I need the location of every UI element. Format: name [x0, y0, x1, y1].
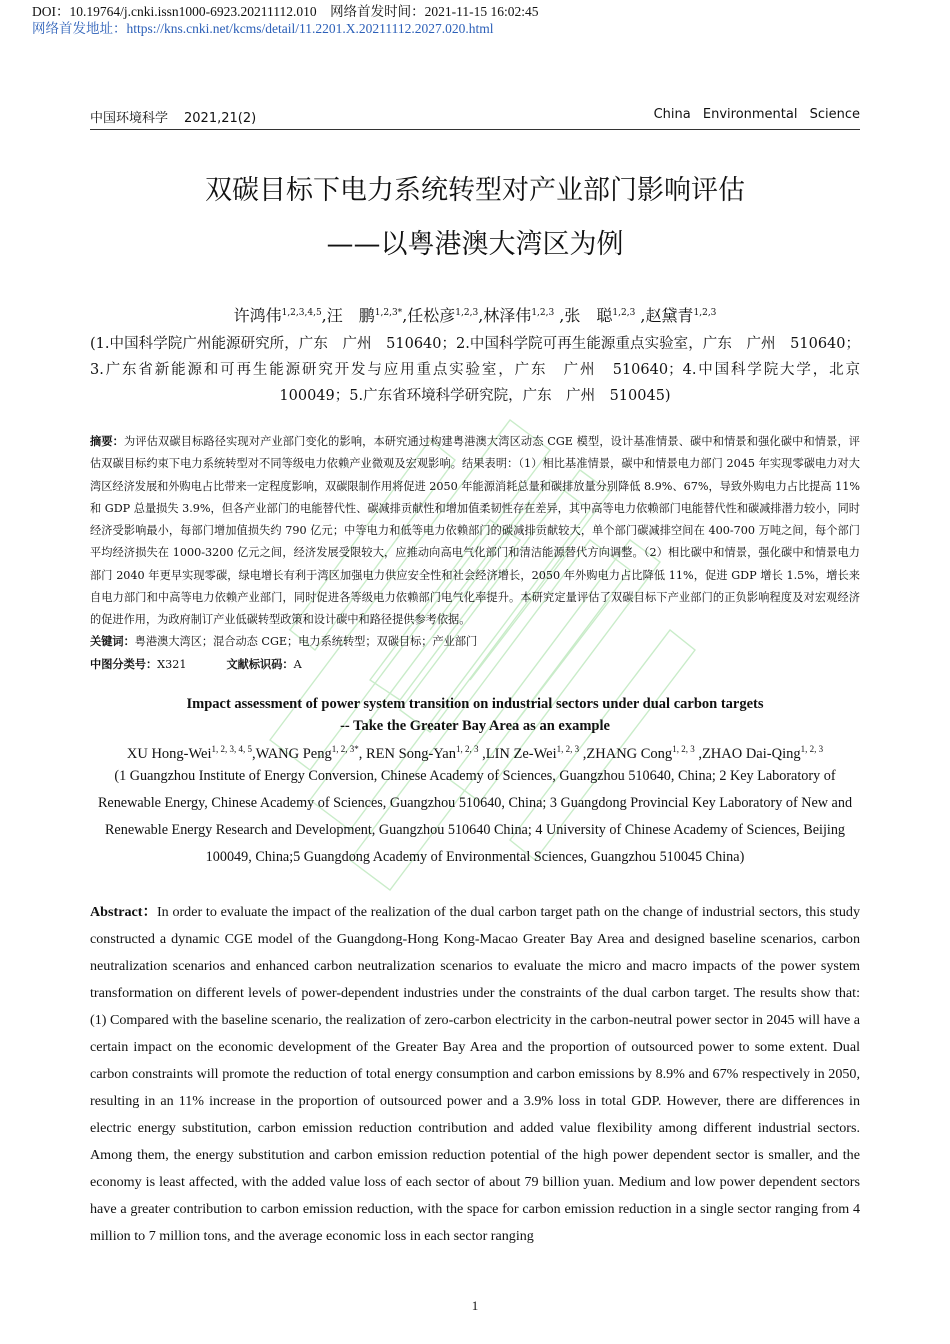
author-en: ZHANG Cong$^{1, 2, 3}$ , [586, 744, 702, 762]
author-zh: 张 聪$^{1,2,3}$ , [564, 306, 646, 325]
author-zh: 任松彦$^{1,2,3}$, [407, 306, 484, 325]
clc-label: 中图分类号： [90, 657, 158, 671]
page-number: 1 [471, 1298, 479, 1313]
author-zh: 赵黛青$^{1,2,3}$ [645, 306, 717, 325]
author-zh: 许鸿伟$^{1,2,3,4,5}$, [233, 306, 327, 325]
running-header-left [90, 107, 256, 126]
journal-name-en: China Environmental Science [653, 107, 860, 122]
authors-en [0, 739, 950, 764]
keywords-zh [90, 631, 860, 652]
abstract-en [90, 899, 860, 1250]
author-en: REN Song-Yan$^{1, 2, 3}$ , [366, 744, 486, 762]
authors-zh [0, 303, 950, 326]
author-zh: 林泽伟$^{1,2,3}$ , [483, 306, 565, 325]
keywords-zh-label: 关键词： [90, 634, 135, 648]
author-en: ZHAO Dai-Qing$^{1, 2, 3}$ [701, 744, 824, 762]
affiliations-zh: (1.中国科学院广州能源研究所，广东 广州 510640；2.中国科学院可再生能源重点实验室，广东 广州 510640；3.广东省新能源和可再生能源研究开发与应用重点实验室，广东 广州 510640；4.中国科学院大学，北京 100049；5.广东省环境科学研究院，广东 广州 510045) [90, 336, 875, 404]
abstract-en-text: In order to evaluate the impact of the realization of the dual carbon target path on the change of industrial sectors, this study constructed a dynamic CGE model of the Guangdong-Hong Kong-Macao Greater Bay Area and designed baseline scenarios, carbon neutralization scenarios and enhanced carbon neutralization scenarios to evaluate the micro and macro impacts of the power system transformation on different levels of power-dependent industries under the constraints of the dual carbon target. The results show that: (1) Compared with the baseline scenario, the realization of zero-carbon electricity in the carbon-neutral power sector in 2045 will have a certain impact on the economic development of the Greater Bay Area and the proportion of outsourced power to some extent. Dual carbon constraints will promote the reduction of total energy consumption and carbon emissions by 8.9% and 67% respectively in 2050, resulting in an 11% increase in the proportion of outsourced power and a 3.9% loss in total GDP. However, there are differences in electric energy substitution, carbon emission reduction contribution and added value flexibility among different industrial sectors. Among them, the energy substitution and carbon emission reduction potential of the high power dependent sector is smaller, and the economy is least affected, with the added value loss of each sector of about 79 billion yuan. Medium and low power dependent sectors have a greater contribution to carbon emission reduction, with the space for carbon emission reduction in a single sector ranging from 4 million to 7 million tons, and the average economic loss in each sector ranging [90, 904, 860, 1244]
issue-info: 2021,21(2) [184, 111, 257, 126]
doc-code-label: 文献标识码： [226, 657, 294, 671]
keywords-zh-text: 粤港澳大湾区；混合动态 CGE；电力系统转型；双碳目标；产业部门 [134, 635, 478, 648]
abstract-zh-label: 摘要： [90, 434, 125, 448]
author-zh: 汪 鹏$^{1,2,3*}$, [326, 306, 408, 325]
title-en-line1: Impact assessment of power system transition on industrial sectors under dual carbon targets [186, 696, 764, 712]
abstract-en-label: Abstract： [90, 904, 157, 920]
author-en: WANG Peng$^{1, 2, 3*}$, [255, 744, 366, 762]
title-en-line2: -- Take the Greater Bay Area as an example [340, 718, 610, 734]
doi-line: DOI：10.19764/j.cnki.issn1000-6923.20211112.010 网络首发时间：2021-11-15 16:02:45 [32, 4, 539, 19]
journal-name-zh: 中国环境科学 [90, 111, 169, 126]
author-en: LIN Ze-Wei$^{1, 2, 3}$ , [485, 744, 587, 762]
title-zh-line2: ——以粤港澳大湾区为例 [326, 229, 624, 260]
doc-code-value: A [293, 658, 302, 671]
running-header [90, 107, 860, 130]
abstract-zh-text: 为评估双碳目标路径实现对产业部门变化的影响，本研究通过构建粤港澳大湾区动态 CGE 模型，设计基准情景、碳中和情景和强化碳中和情景，评估双碳目标约束下电力系统转型对不同等级电力依赖产业微观及宏观影响。结果表明：（1）相比基准情景，碳中和情景电力部门 2045 年实现零碳电力对大湾区经济发展和外购电占比带来一定程度影响，双碳限制作用将促进 2050 年能源消耗总量和碳排放量分别降低 8.9%、67%，导致外购电力占比提高 11%和 GDP 总量损失 3.9%，但各产业部门的电能替代性、碳减排贡献性和增加值柔韧性存在差异，其中高等电力依赖部门电能替代性和碳减排潜力较小，同时经济受影响最小，每部门增加值损失约 790 亿元；中等电力和低等电力依赖部门的碳减排贡献较大，单个部门碳减排空间在 400-700 万吨之间，每个部门平均经济损失在 1000-3200 亿元之间，经济发展受限较大，应推动向高电气化部门和清洁能源替代方向调整。（2）相比碳中和情景，强化碳中和情景电力部门 2040 年更早实现零碳，绿电增长有利于湾区加强电力供应安全性和社会经济增长，2050 年外购电力占比降低 11%，促进 GDP 增长 1.5%，增长来自电力部门和中高等电力依赖产业部门，同时促进各等级电力依赖部门电气化率提升。本研究定量评估了双碳目标下产业部门的正负影响程度及对宏观经济的促进作用，为政府制订产业低碳转型政策和设计碳中和路径提供参考依据。 [90, 435, 860, 627]
online-url-link[interactable]: 网络首发地址：https://kns.cnki.net/kcms/detail/11.2201.X.20211112.2027.020.html [32, 21, 494, 36]
author-en: XU Hong-Wei$^{1, 2, 3, 4, 5}$, [126, 744, 256, 762]
abstract-zh [90, 430, 860, 632]
title-zh-line1: 双碳目标下电力系统转型对产业部门影响评估 [205, 175, 745, 206]
clc-value: X321 [157, 658, 187, 671]
affiliations-en: (1 Guangzhou Institute of Energy Conversion, Chinese Academy of Sciences, Guangzhou 510640, China; 2 Key Laboratory of Renewable Energy, Chinese Academy of Sciences, Guangzhou 510640, China; 3 Guangdong Provincial Key Laboratory of New and Renewable Energy Research and Development, Guangzhou 510640 China; 4 University of Chinese Academy of Sciences, Beijing 100049, China;5 Guangdong Academy of Environmental Sciences, Guangzhou 510045 China) [97, 768, 853, 865]
classification-zh [90, 654, 302, 675]
